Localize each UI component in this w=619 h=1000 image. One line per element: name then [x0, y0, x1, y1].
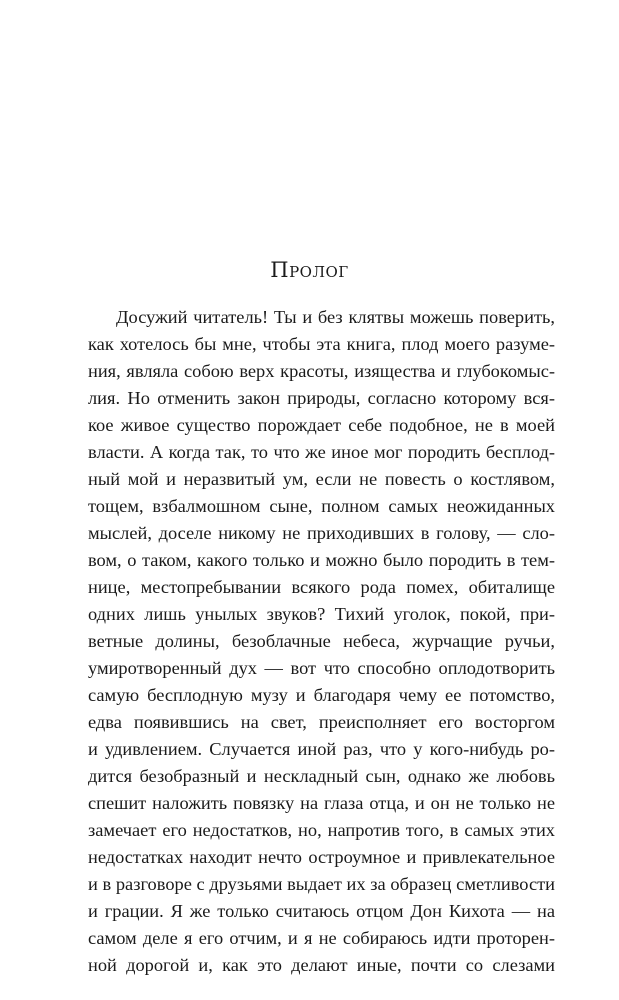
- text-line: нице, местопребывании всякого рода помех, обиталище: [88, 577, 555, 597]
- text-line: дится безобразный и нескладный сын, однако же любовь: [88, 766, 555, 786]
- text-line: тощем, взбалмошном сыне, полном самых неожиданных: [88, 496, 555, 516]
- text-line: лия. Но отменить закон природы, согласно которому вся-: [88, 388, 555, 408]
- text-line: ной дорогой и, как это делают иные, почти со слезами: [88, 955, 555, 975]
- text-line: умиротворенный дух — вот что способно оплодотворить: [88, 658, 555, 678]
- text-line: спешит наложить повязку на глаза отца, и он не только не: [88, 793, 555, 813]
- text-line: и удивлением. Случается иной раз, что у кого-нибудь ро-: [88, 739, 555, 759]
- text-line: одних лишь унылых звуков? Тихий уголок, покой, при-: [88, 604, 555, 624]
- text-line: едва появившись на свет, преисполняет его восторгом: [88, 712, 555, 732]
- text-line: недостатках находит нечто остроумное и привлекательное: [88, 847, 555, 867]
- text-line: ветные долины, безоблачные небеса, журчащие ручьи,: [88, 631, 555, 651]
- text-line: власти. А когда так, то что же иное мог породить бесплод-: [88, 442, 555, 462]
- text-line: ния, являла собою верх красоты, изящества и глубокомыс-: [88, 361, 555, 381]
- text-line: и в разговоре с друзьями выдает их за образец сметливости: [88, 874, 555, 894]
- text-line: мыслей, доселе никому не приходивших в голову, — сло-: [88, 523, 555, 543]
- text-line: самом деле я его отчим, и я не собираюсь идти проторен-: [88, 928, 555, 948]
- body-text: [88, 304, 555, 979]
- text-line: Досужий читатель! Ты и без клятвы можешь поверить,: [116, 307, 555, 327]
- text-line: замечает его недостатков, но, напротив того, в самых этих: [88, 820, 555, 840]
- chapter-title: Пролог: [270, 258, 349, 282]
- text-line: как хотелось бы мне, чтобы эта книга, плод моего разуме-: [88, 334, 555, 354]
- text-line: ный мой и неразвитый ум, если не повесть о костлявом,: [88, 469, 555, 489]
- text-line: и грации. Я же только считаюсь отцом Дон Кихота — на: [88, 901, 555, 921]
- text-line: вом, о таком, какого только и можно было породить в тем-: [88, 550, 555, 570]
- text-line: кое живое существо порождает себе подобное, не в моей: [88, 415, 555, 435]
- text-line: самую бесплодную музу и благодаря чему ее потомство,: [88, 685, 555, 705]
